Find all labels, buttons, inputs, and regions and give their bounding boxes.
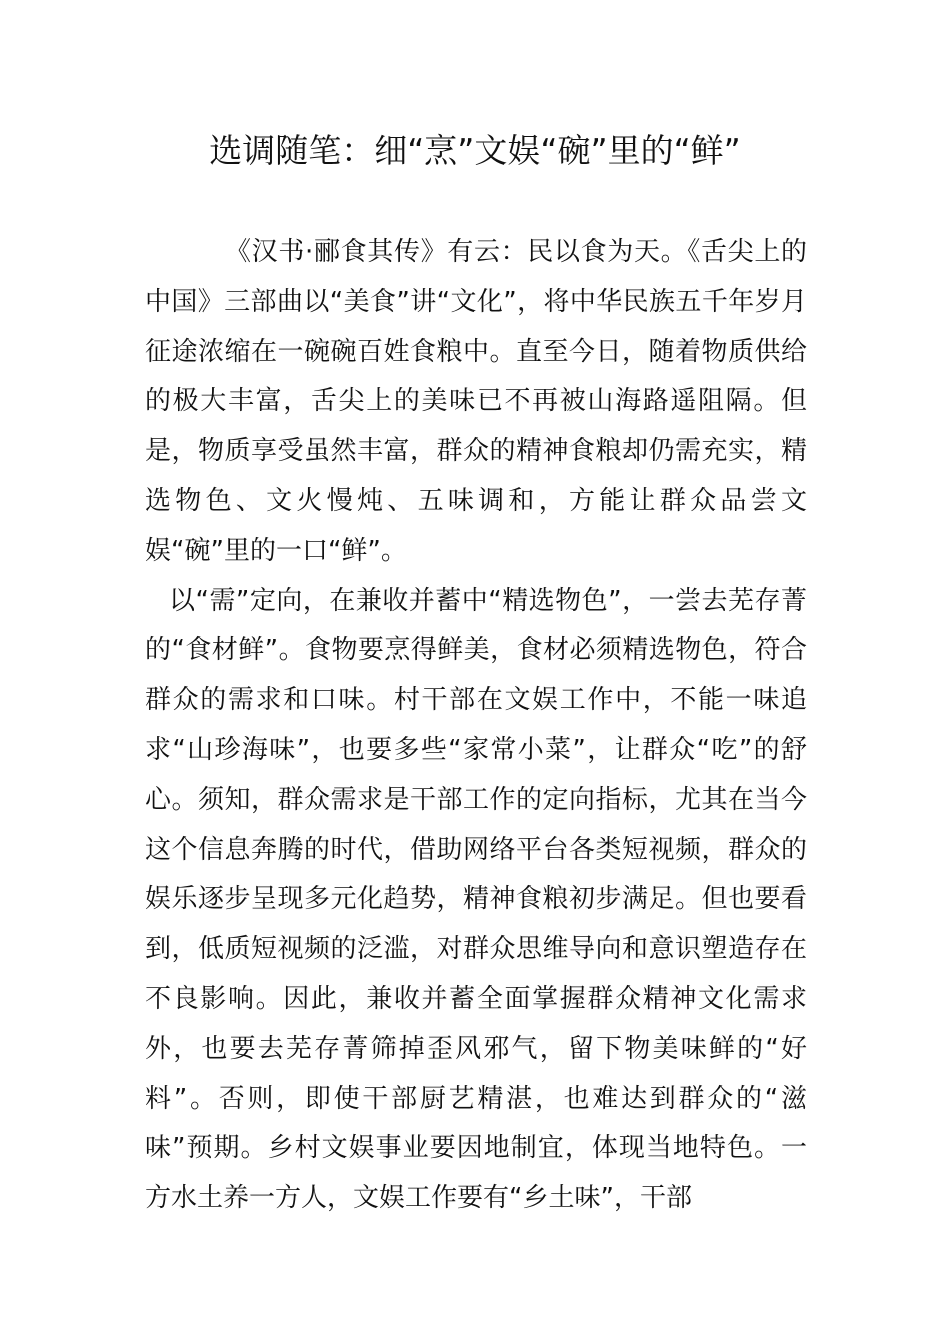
document-body (145, 228, 807, 1224)
paragraph-section-one: 以“需”定向，在兼收并蓄中“精选物色”，一尝去芜存菁的“食材鲜”。食物要烹得鲜美，食材必须精选物色，符合群众的需求和口味。村干部在文娱工作中，不能一味追求“山珍海味”，也要多些“家常小菜”，让群众“吃”的舒心。须知，群众需求是干部工作的定向指标，尤其在当今这个信息奔腾的时代，借助网络平台各类短视频，群众的娱乐逐步呈现多元化趋势，精神食粮初步满足。但也要看到，低质短视频的泛滥，对群众思维导向和意识塑造存在不良影响。因此，兼收并蓄全面掌握群众精神文化需求外，也要去芜存菁筛掉歪风邪气，留下物美味鲜的“好料”。否则，即使干部厨艺精湛，也难达到群众的“滋味”预期。乡村文娱事业要因地制宜，体现当地特色。一方水土养一方人，文娱工作要有“乡土味”，干部 (145, 585, 807, 1214)
paragraph-intro: 《汉书·郦食其传》有云：民以食为天。《舌尖上的中国》三部曲以“美食”讲“文化”，将中华民族五千年岁月征途浓缩在一碗碗百姓食粮中。直至今日，随着物质供给的极大丰富，舌尖上的美味已不再被山海路遥阻隔。但是，物质享受虽然丰富，群众的精神食粮却仍需充实，精选物色、文火慢炖、五味调和，方能让群众品尝文娱“碗”里的一口“鲜”。 (145, 237, 807, 566)
document-title: 选调随笔：细“烹”文娱“碗”里的“鲜” (209, 131, 741, 170)
